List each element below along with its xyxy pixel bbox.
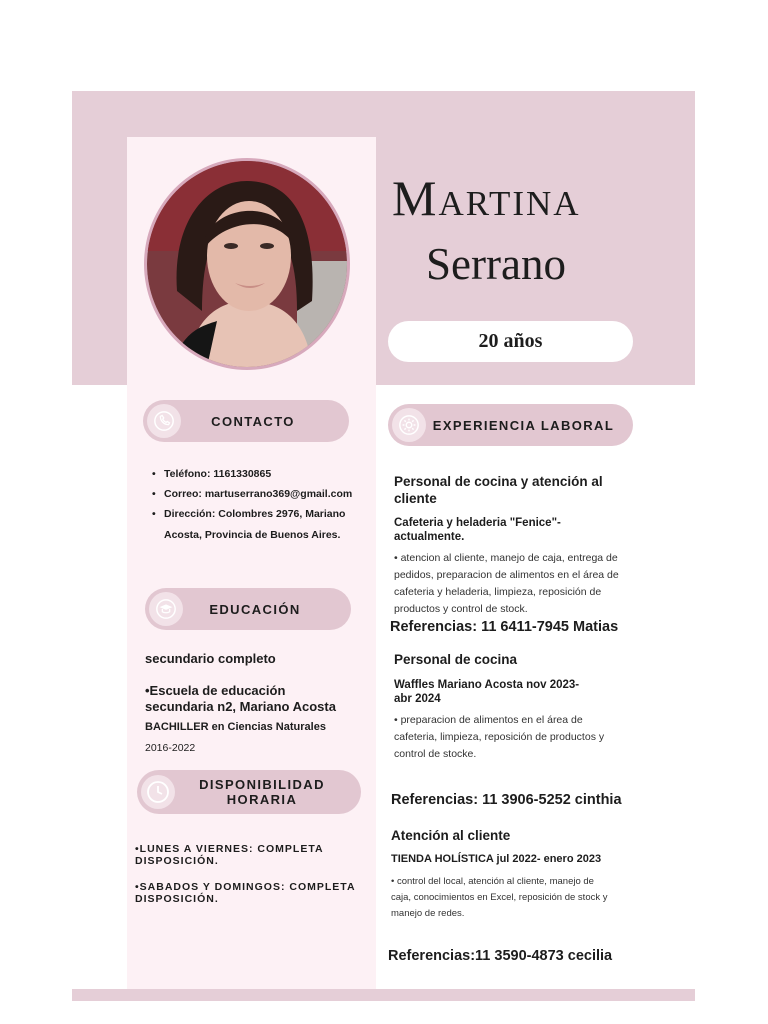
job-3-desc-line: caja, conocimientos en Excel, reposición de stock y xyxy=(391,892,608,903)
job-1-role xyxy=(394,473,603,507)
education-school-line1: •Escuela de educación xyxy=(145,683,286,698)
education-years: 2016-2022 xyxy=(145,742,196,754)
contact-address-continued: Acosta, Provincia de Buenos Aires. xyxy=(164,529,341,541)
job-1-place-line2: actualmente. xyxy=(394,531,465,543)
contact-phone: • Teléfono: 1161330865 xyxy=(148,464,368,484)
clock-icon xyxy=(141,775,175,809)
job-2-place-line2: abr 2024 xyxy=(394,693,441,705)
job-2-place-line1: Waffles Mariano Acosta nov 2023- xyxy=(394,679,580,691)
phone-icon xyxy=(147,404,181,438)
name-last: Serrano xyxy=(426,239,566,289)
job-1-desc-line: cafeteria y heladeria, limpieza, reposición de xyxy=(394,586,602,598)
education-heading xyxy=(145,588,351,630)
job-1-desc-line: productos y control de stock. xyxy=(394,603,528,615)
job-2-desc-line: cafeteria, limpieza, reposición de productos y xyxy=(394,731,605,743)
education-level: secundario completo xyxy=(145,651,276,666)
contact-heading xyxy=(143,400,349,442)
age-badge: 20 años xyxy=(388,321,633,362)
job-1-place-line1: Cafeteria y heladeria "Fenice"- xyxy=(394,517,561,529)
job-1-role-line1: Personal de cocina y atención al xyxy=(394,474,603,489)
graduation-cap-icon xyxy=(149,592,183,626)
job-3-desc-line: • control del local, atención al cliente, manejo de xyxy=(391,876,594,887)
name-first: Martina xyxy=(392,170,581,226)
education-degree: BACHILLER en Ciencias Naturales xyxy=(145,721,326,733)
job-1-reference: Referencias: 11 6411-7945 Matias xyxy=(390,619,619,635)
job-3-description xyxy=(391,874,608,922)
job-3-place: TIENDA HOLÍSTICA jul 2022- enero 2023 xyxy=(391,853,602,865)
availability-title-line1: DISPONIBILIDAD xyxy=(199,777,325,792)
education-school-line2: secundaria n2, Mariano Acosta xyxy=(145,699,336,714)
footer-band xyxy=(72,989,695,1001)
contact-title: CONTACTO xyxy=(211,413,295,429)
job-2-role: Personal de cocina xyxy=(394,652,518,667)
availability-title-line2: HORARIA xyxy=(226,792,298,807)
job-2-desc-line: • preparacion de alimentos en el área de xyxy=(394,714,583,726)
job-3-reference: Referencias:11 3590-4873 cecilia xyxy=(388,948,613,964)
job-1-desc-line: • atencion al cliente, manejo de caja, entrega de xyxy=(394,552,618,564)
job-1-place xyxy=(394,516,561,544)
experience-title: EXPERIENCIA LABORAL xyxy=(432,417,615,433)
contact-address: • Dirección: Colombres 2976, Mariano xyxy=(148,504,368,524)
availability-weekdays-line1: •LUNES A VIERNES: COMPLETA xyxy=(135,843,324,855)
job-1-desc-line: pedidos, preparacion de alimentos en el área de xyxy=(394,569,619,581)
job-2-reference: Referencias: 11 3906-5252 cinthia xyxy=(391,792,622,808)
availability-weekend xyxy=(135,881,356,905)
availability-heading xyxy=(137,770,361,814)
job-1-role-line2: cliente xyxy=(394,491,437,506)
availability-weekdays xyxy=(135,843,324,867)
availability-weekdays-line2: DISPOSICIÓN. xyxy=(135,855,219,867)
job-3-role: Atención al cliente xyxy=(391,828,511,843)
contact-list xyxy=(148,464,368,524)
experience-heading xyxy=(388,404,633,446)
gear-icon xyxy=(392,408,426,442)
job-2-desc-line: control de stocke. xyxy=(394,748,477,760)
education-title: EDUCACIÓN xyxy=(209,601,301,617)
contact-email: • Correo: martuserrano369@gmail.com xyxy=(148,484,368,504)
job-2-place xyxy=(394,678,579,706)
job-2-description xyxy=(394,712,604,763)
profile-photo xyxy=(144,158,350,370)
availability-weekend-line1: •SABADOS Y DOMINGOS: COMPLETA xyxy=(135,881,356,893)
availability-weekend-line2: DISPOSICIÓN. xyxy=(135,893,219,905)
job-1-description xyxy=(394,550,619,618)
job-3-desc-line: manejo de redes. xyxy=(391,908,465,919)
